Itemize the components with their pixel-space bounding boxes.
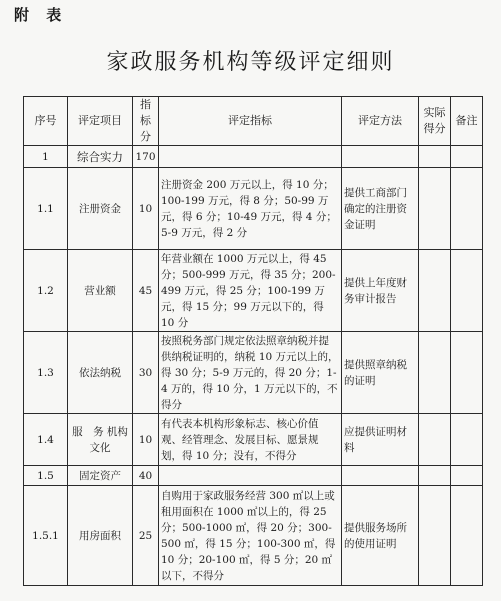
- row-score: 30: [133, 332, 159, 414]
- row-score: 170: [133, 146, 159, 168]
- header-no: 序号: [24, 97, 68, 146]
- row-no: 1.1: [24, 168, 68, 250]
- row-method: 应提供证明材料: [342, 414, 419, 466]
- row-criteria: 有代表本机构形象标志、核心价值观、经管理念、发展目标、愿景规划，得 10 分；没有，不得分: [159, 414, 342, 466]
- table-row: [24, 250, 483, 332]
- row-criteria: 注册资金 200 万元以上，得 10 分；100-199 万元，得 8 分；50-99 万元，得 6 分；10-49 万元，得 4 分；5-9 万元，得 2 分: [159, 168, 342, 250]
- row-remark: [451, 466, 483, 486]
- row-criteria: 年营业额在 1000 万元以上，得 45 分；500-999 万元，得 35 分；200-499 万元，得 25 分；100-199 万元，得 15 分；99 万元以下的，得 10 分: [159, 250, 342, 332]
- table-row: [24, 414, 483, 466]
- header-remark: 备注: [451, 97, 483, 146]
- row-item: 营业额: [68, 250, 133, 332]
- row-method: 提供服务场所的使用证明: [342, 486, 419, 586]
- row-actual: [419, 414, 451, 466]
- header-item: 评定项目: [68, 97, 133, 146]
- row-criteria: [159, 466, 342, 486]
- row-remark: [451, 332, 483, 414]
- header-actual: 实际得分: [419, 97, 451, 146]
- row-actual: [419, 486, 451, 586]
- row-item: 用房面积: [68, 486, 133, 586]
- row-method: 提供工商部门确定的注册资金证明: [342, 168, 419, 250]
- row-method: [342, 466, 419, 486]
- row-method: 提供照章纳税的证明: [342, 332, 419, 414]
- row-score: 45: [133, 250, 159, 332]
- evaluation-table: [23, 96, 483, 586]
- row-no: 1.3: [24, 332, 68, 414]
- row-actual: [419, 168, 451, 250]
- row-criteria: [159, 146, 342, 168]
- table-header-row: [24, 97, 483, 146]
- row-remark: [451, 146, 483, 168]
- table-row: [24, 332, 483, 414]
- row-actual: [419, 250, 451, 332]
- row-method: 提供上年度财务审计报告: [342, 250, 419, 332]
- row-criteria: 按照税务部门规定依法照章纳税并提供纳税证明的，纳税 10 万元以上的，得 30 分；5-9 万元的，得 20 分；1-4 万的，得 10 分，1 万元以下的，不得分: [159, 332, 342, 414]
- row-actual: [419, 146, 451, 168]
- row-no: 1.4: [24, 414, 68, 466]
- row-score: 10: [133, 414, 159, 466]
- row-criteria: 自购用于家政服务经营 300 ㎡以上或租用面积在 1000 ㎡以上的，得 25 分；500-1000 ㎡，得 20 分；300-500 ㎡，得 15 分；100-300 ㎡，得 10 分；20-100 ㎡，得 5 分；20 ㎡以下，不得分: [159, 486, 342, 586]
- appendix-label: 附 表: [14, 6, 68, 24]
- row-no: 1.5.1: [24, 486, 68, 586]
- header-criteria: 评定指标: [159, 97, 342, 146]
- row-no: 1.2: [24, 250, 68, 332]
- row-item: 固定资产: [68, 466, 133, 486]
- row-no: 1: [24, 146, 68, 168]
- row-remark: [451, 168, 483, 250]
- row-score: 25: [133, 486, 159, 586]
- table-row: [24, 168, 483, 250]
- row-actual: [419, 332, 451, 414]
- row-item: 依法纳税: [68, 332, 133, 414]
- row-no: 1.5: [24, 466, 68, 486]
- row-remark: [451, 486, 483, 586]
- row-remark: [451, 414, 483, 466]
- page-title: 家政服务机构等级评定细则: [106, 50, 395, 75]
- row-item: 注册资金: [68, 168, 133, 250]
- row-remark: [451, 250, 483, 332]
- header-method: 评定方法: [342, 97, 419, 146]
- row-actual: [419, 466, 451, 486]
- table-row: [24, 486, 483, 586]
- table-row: [24, 146, 483, 168]
- row-item: 综合实力: [68, 146, 133, 168]
- header-score: 指标分: [133, 97, 159, 146]
- row-score: 40: [133, 466, 159, 486]
- row-method: [342, 146, 419, 168]
- table-row: [24, 466, 483, 486]
- row-score: 10: [133, 168, 159, 250]
- row-item: 服 务 机构文化: [68, 414, 133, 466]
